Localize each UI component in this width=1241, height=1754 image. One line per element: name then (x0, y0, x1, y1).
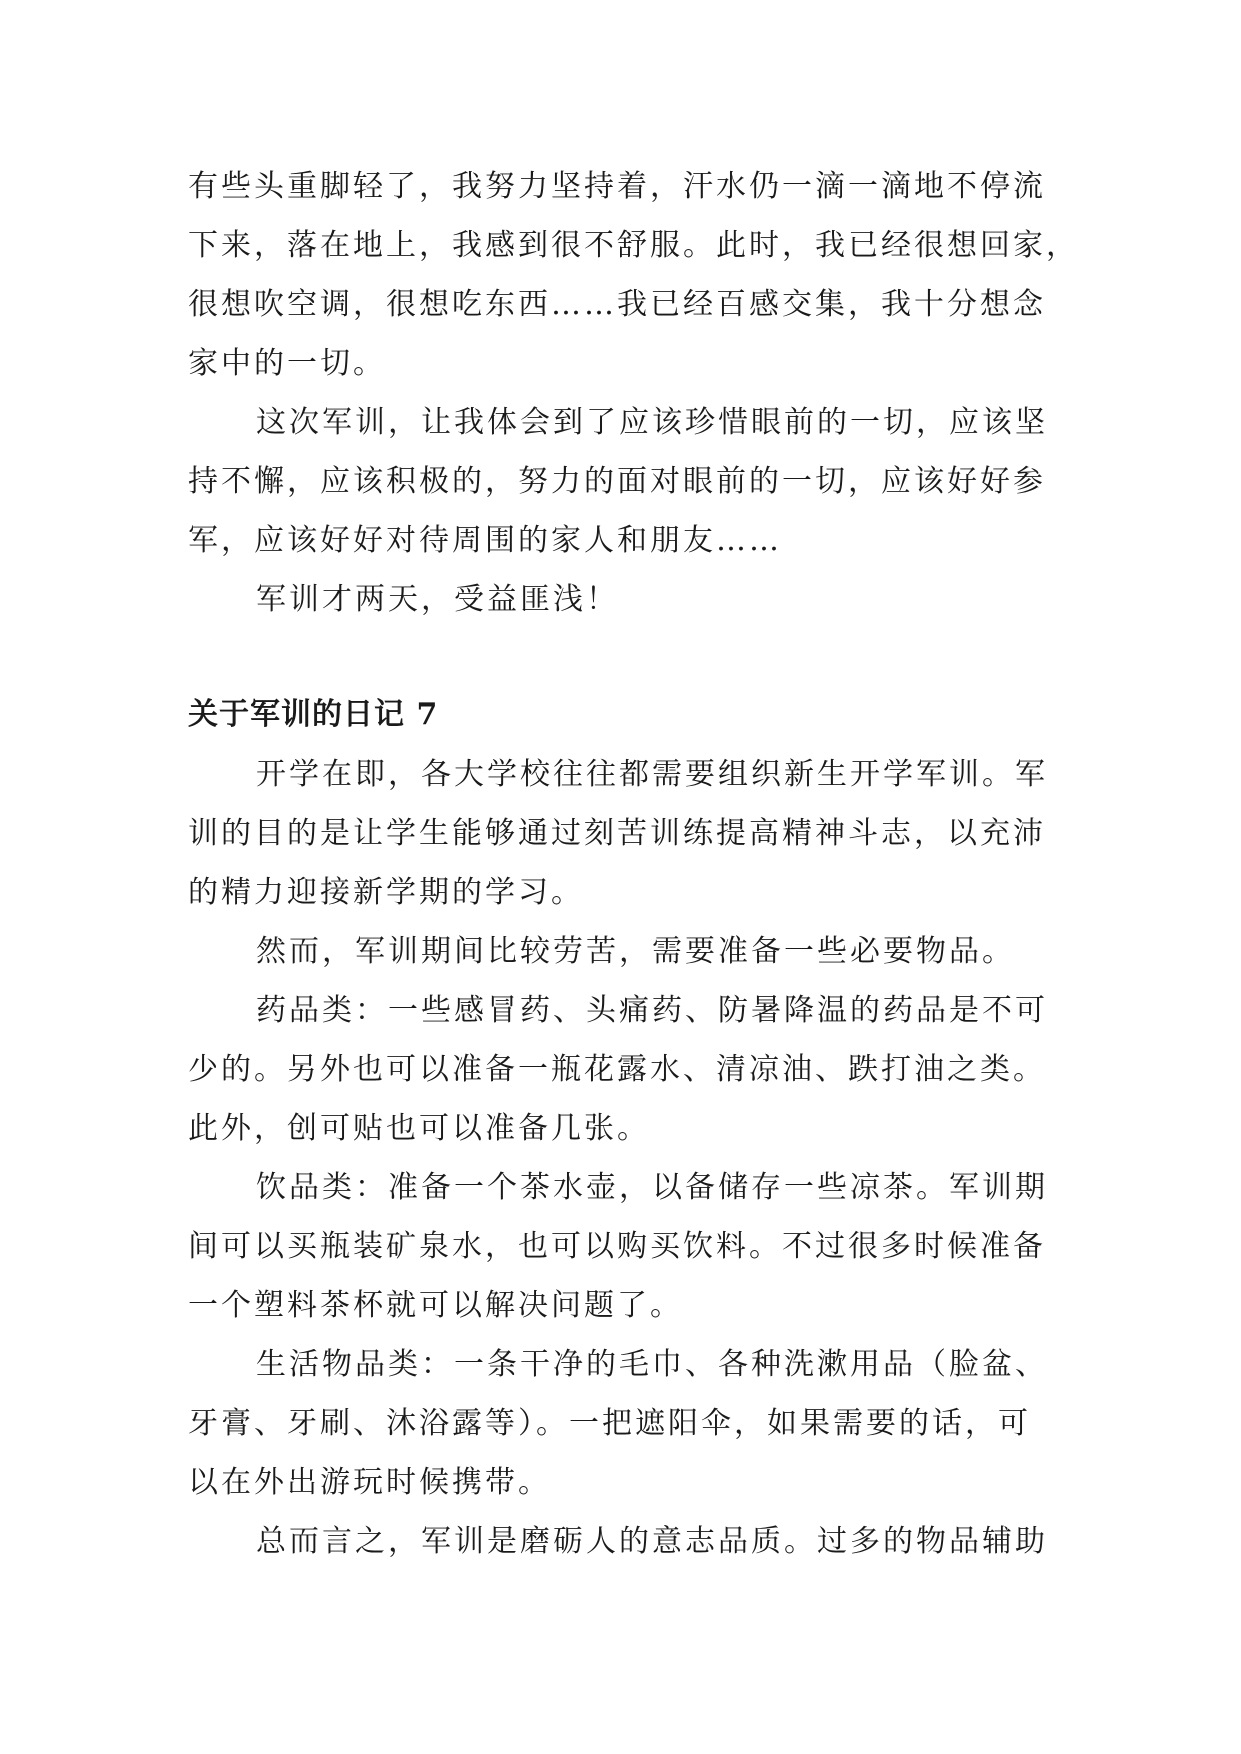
paragraph-line: 这次军训，让我体会到了应该珍惜眼前的一切，应该坚 (256, 405, 1048, 440)
paragraph-line: 军训才两天，受益匪浅！ (256, 582, 619, 617)
paragraph-line: 少的。另外也可以准备一瓶花露水、清凉油、跌打油之类。 (188, 1052, 1046, 1087)
paragraph-line: 持不懈，应该积极的，努力的面对眼前的一切，应该好好参 (188, 464, 1046, 499)
paragraph-line: 饮品类：准备一个茶水壶，以备储存一些凉茶。军训期 (256, 1170, 1048, 1205)
paragraph-line: 此外，创可贴也可以准备几张。 (188, 1111, 650, 1146)
paragraph-line: 下来，落在地上，我感到很不舒服。此时，我已经很想回家， (188, 228, 1079, 263)
paragraph-line: 药品类：一些感冒药、头痛药、防暑降温的药品是不可 (256, 993, 1048, 1028)
paragraph-line: 以在外出游玩时候携带。 (188, 1465, 551, 1500)
paragraph-line: 间可以买瓶装矿泉水，也可以购买饮料。不过很多时候准备 (188, 1229, 1046, 1264)
paragraph-line: 总而言之，军训是磨砺人的意志品质。过多的物品辅助 (256, 1524, 1048, 1559)
paragraph-line: 家中的一切。 (188, 346, 386, 381)
paragraph-line: 然而，军训期间比较劳苦，需要准备一些必要物品。 (256, 934, 1015, 969)
paragraph-line: 牙膏、牙刷、沐浴露等）。一把遮阳伞，如果需要的话，可 (188, 1406, 1031, 1441)
paragraph-line: 训的目的是让学生能够通过刻苦训练提高精神斗志，以充沛 (188, 816, 1046, 851)
paragraph-line: 生活物品类：一条干净的毛巾、各种洗漱用品（脸盆、 (256, 1347, 1048, 1382)
diary-6-ending (188, 157, 1079, 629)
section-title: 关于军训的日记 7 (188, 697, 439, 732)
diary-7-body (188, 745, 1058, 1571)
paragraph-line: 一个塑料茶杯就可以解决问题了。 (188, 1288, 683, 1323)
document-body (188, 157, 1079, 1571)
paragraph-line: 有些头重脚轻了，我努力坚持着，汗水仍一滴一滴地不停流 (188, 169, 1046, 204)
paragraph-line: 的精力迎接新学期的学习。 (188, 875, 584, 910)
paragraph-line: 军，应该好好对待周围的家人和朋友…… (188, 523, 782, 558)
paragraph-line: 很想吹空调，很想吃东西……我已经百感交集，我十分想念 (188, 287, 1046, 322)
paragraph-line: 开学在即，各大学校往往都需要组织新生开学军训。军 (256, 757, 1048, 792)
